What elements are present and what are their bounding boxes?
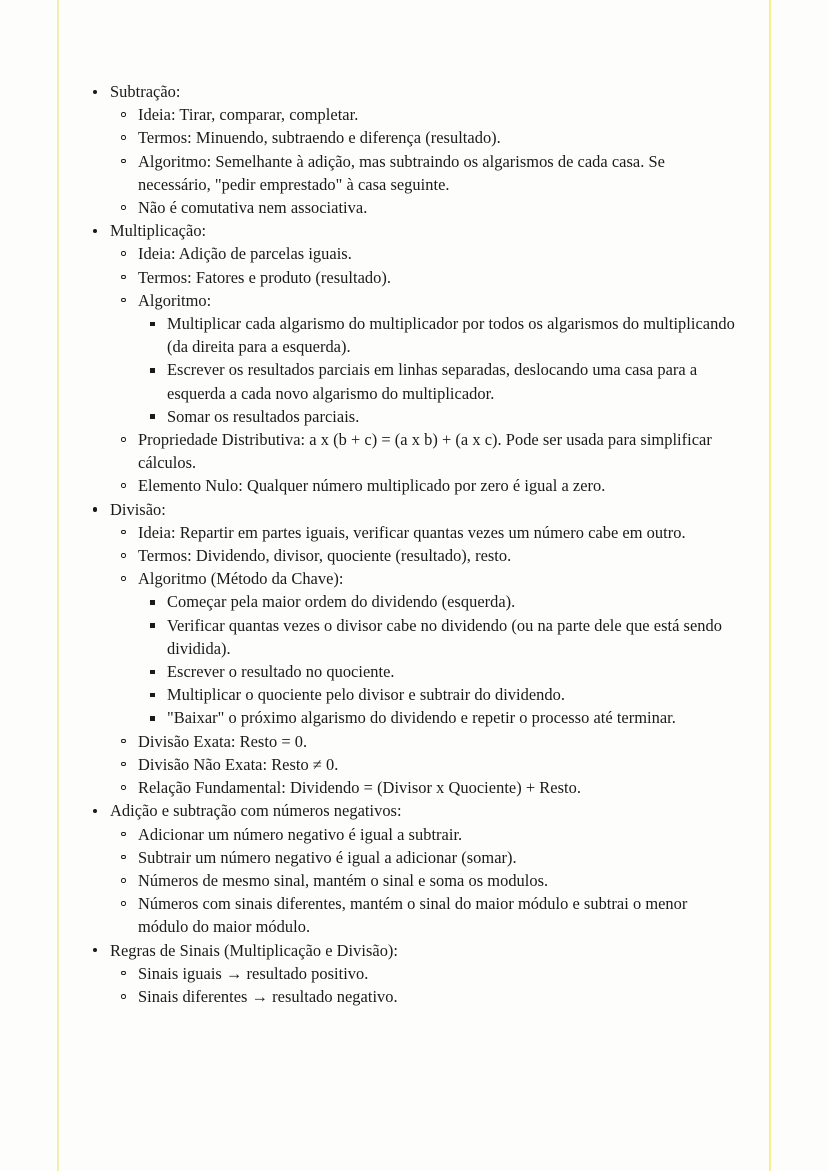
bullet-disc-icon (93, 948, 97, 952)
outline-item-label: Subtração: (110, 82, 181, 101)
outline-item (116, 730, 740, 753)
bullet-circle-icon (121, 739, 126, 744)
outline-item (116, 428, 740, 474)
outline-item-label: Ideia: Adição de parcelas iguais. (138, 244, 352, 264)
outline-item-label: Divisão Exata: Resto = 0. (138, 731, 308, 751)
bullet-circle-icon (121, 762, 126, 767)
outline-item-label: Números de mesmo sinal, mantém o sinal e soma os modulos. (138, 870, 549, 890)
outline-item-label: Divisão: (110, 499, 166, 519)
bullet-disc-icon (93, 90, 97, 94)
outline-item-label: Subtrair um número negativo é igual a adicionar (somar). (138, 847, 517, 867)
bullet-circle-icon (121, 205, 126, 210)
left-margin-rule (57, 0, 59, 1171)
bullet-square-icon (150, 693, 155, 698)
outline-sublist-level-2 (116, 242, 740, 497)
outline-item (116, 869, 740, 892)
outline-item (116, 126, 740, 149)
bullet-circle-icon (121, 112, 126, 117)
bullet-circle-icon (121, 971, 126, 976)
outline-list (88, 80, 740, 1008)
outline-item-label: Sinais iguais → resultado positivo. (138, 963, 369, 983)
outline-item (116, 103, 740, 126)
outline-item-label: Escrever os resultados parciais em linhas separadas, deslocando uma casa para a esquerda a cada novo algarismo do multiplicador. (167, 360, 698, 403)
outline-item (88, 219, 740, 497)
bullet-disc-icon (93, 507, 97, 511)
outline-item (145, 358, 740, 404)
outline-item (145, 614, 740, 660)
outline-item-label: Algoritmo: (138, 290, 212, 310)
outline-item-label: Termos: Minuendo, subtraendo e diferença (resultado). (138, 128, 501, 148)
bullet-square-icon (150, 322, 155, 327)
outline-item (116, 150, 740, 196)
outline-item (116, 962, 740, 985)
outline-sublist-level-3 (145, 312, 740, 428)
outline-item-label: Termos: Dividendo, divisor, quociente (resultado), resto. (138, 546, 512, 566)
outline-item-label: Adição e subtração com números negativos: (110, 801, 402, 821)
bullet-square-icon (150, 716, 155, 721)
outline-item (116, 823, 740, 846)
bullet-square-icon (150, 414, 155, 419)
bullet-circle-icon (121, 530, 126, 535)
outline-item-label: Multiplicar o quociente pelo divisor e subtrair do dividendo. (167, 685, 566, 705)
outline-item (145, 312, 740, 358)
outline-item (116, 567, 740, 729)
outline-item-label: Escrever o resultado no quociente. (167, 662, 395, 682)
outline-item-label: Ideia: Tirar, comparar, completar. (138, 105, 359, 125)
bullet-circle-icon (121, 832, 126, 837)
bullet-circle-icon (121, 576, 126, 581)
outline-item (116, 544, 740, 567)
outline-item (116, 289, 740, 428)
outline-item (145, 660, 740, 683)
outline-item-label: Multiplicação: (110, 221, 207, 241)
bullet-square-icon (150, 368, 155, 373)
outline-sublist-level-3 (145, 590, 740, 729)
outline-item-label: Ideia: Repartir em partes iguais, verificar quantas vezes um número cabe em outro. (138, 522, 686, 542)
bullet-circle-icon (121, 553, 126, 558)
outline-item-label: Adicionar um número negativo é igual a subtrair. (138, 824, 463, 844)
outline-item-label: Elemento Nulo: Qualquer número multiplicado por zero é igual a zero. (138, 476, 606, 496)
outline-item (145, 405, 740, 428)
bullet-circle-icon (121, 483, 126, 488)
outline-item-label: Propriedade Distributiva: a x (b + c) = (a x b) + (a x c). Pode ser usada para simplificar cálculos. (138, 430, 712, 473)
outline-item (116, 196, 740, 219)
outline-item (145, 706, 740, 729)
outline-item-label: Não é comutativa nem associativa. (138, 198, 368, 218)
outline-item-label: Números com sinais diferentes, mantém o sinal do maior módulo e subtrai o menor módulo do maior módulo. (138, 894, 688, 937)
outline-item (88, 939, 740, 1009)
bullet-disc-icon (93, 809, 97, 813)
outline-item-label: Sinais diferentes → resultado negativo. (138, 986, 398, 1006)
bullet-circle-icon (121, 275, 126, 280)
outline-sublist-level-2 (116, 823, 740, 939)
outline-item (145, 590, 740, 613)
outline-item (145, 683, 740, 706)
outline-item (116, 892, 740, 938)
bullet-circle-icon (121, 298, 126, 303)
document-content (88, 80, 740, 1008)
outline-item (116, 266, 740, 289)
bullet-square-icon (150, 623, 155, 628)
outline-item (88, 799, 740, 938)
outline-item (116, 846, 740, 869)
outline-item (88, 498, 740, 800)
outline-item-label: Divisão Não Exata: Resto ≠ 0. (138, 754, 339, 774)
bullet-disc-icon (93, 229, 97, 233)
bullet-circle-icon (121, 785, 126, 790)
bullet-circle-icon (121, 251, 126, 256)
outline-item (116, 776, 740, 799)
outline-item (116, 242, 740, 265)
outline-item-label: Regras de Sinais (Multiplicação e Divisão): (110, 940, 399, 960)
outline-item-label: Começar pela maior ordem do dividendo (esquerda). (167, 592, 516, 612)
outline-sublist-level-2 (116, 103, 740, 219)
bullet-circle-icon (121, 855, 126, 860)
right-margin-rule (769, 0, 771, 1171)
outline-item (116, 985, 740, 1008)
outline-item-label: Somar os resultados parciais. (167, 406, 360, 426)
outline-item (88, 80, 740, 219)
bullet-square-icon (150, 670, 155, 675)
outline-item-label: Verificar quantas vezes o divisor cabe no dividendo (ou na parte dele que está sendo dividida). (167, 615, 722, 658)
bullet-circle-icon (121, 994, 126, 999)
outline-sublist-level-2 (116, 962, 740, 1008)
outline-item-label: Relação Fundamental: Dividendo = (Divisor x Quociente) + Resto. (138, 778, 581, 798)
outline-item (116, 753, 740, 776)
outline-item-label: "Baixar" o próximo algarismo do dividendo e repetir o processo até terminar. (167, 708, 676, 728)
outline-item-label: Algoritmo: Semelhante à adição, mas subtraindo os algarismos de cada casa. Se necessário, "pedir emprestado" à casa seguinte. (138, 151, 665, 194)
bullet-circle-icon (121, 159, 126, 164)
bullet-circle-icon (121, 437, 126, 442)
outline-item (116, 474, 740, 497)
bullet-circle-icon (121, 878, 126, 883)
bullet-circle-icon (121, 135, 126, 140)
outline-item (116, 521, 740, 544)
outline-item-label: Termos: Fatores e produto (resultado). (138, 267, 391, 287)
bullet-circle-icon (121, 901, 126, 906)
outline-sublist-level-2 (116, 521, 740, 799)
outline-item-label: Algoritmo (Método da Chave): (138, 569, 344, 589)
outline-item-label: Multiplicar cada algarismo do multiplicador por todos os algarismos do multiplicando (da direita para a esquerda). (167, 314, 735, 357)
bullet-square-icon (150, 600, 155, 605)
